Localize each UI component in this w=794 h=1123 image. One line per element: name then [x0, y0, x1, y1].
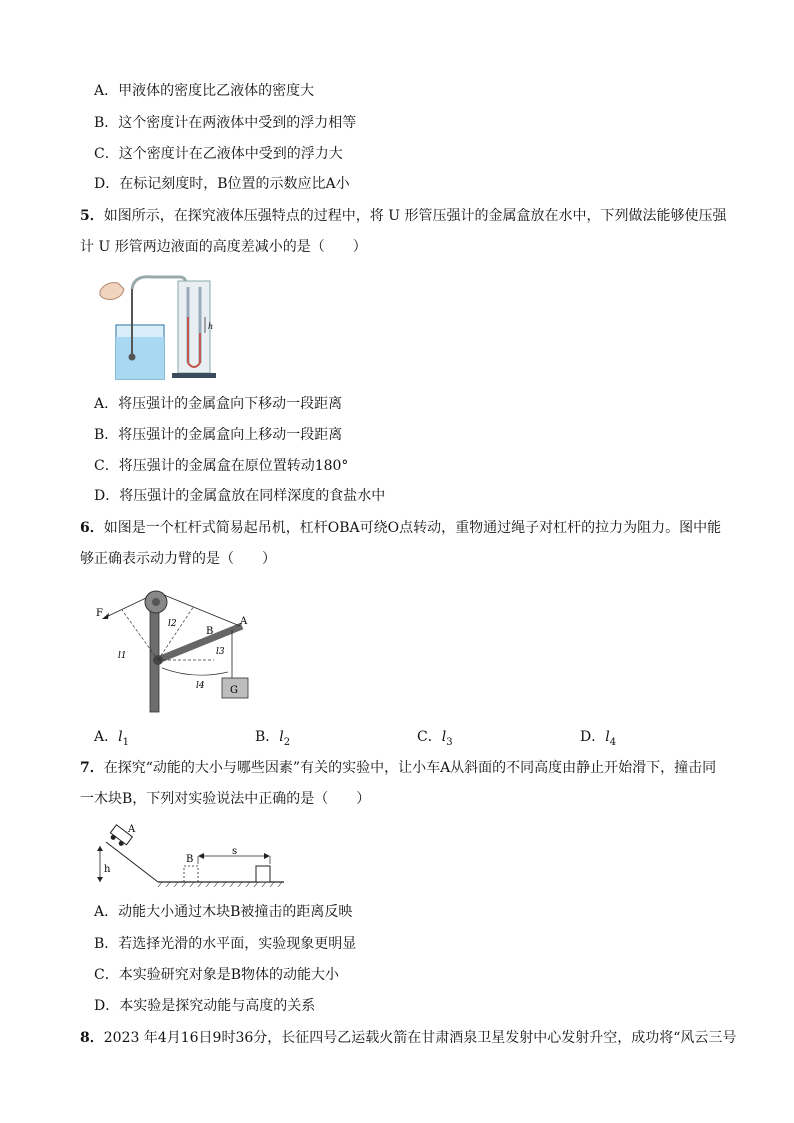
q6-option-a: A．$l_1$ [94, 729, 129, 748]
q5-stem-line2: 计 U 形管两边液面的高度差减小的是（ ） [80, 239, 367, 255]
a-label: A [128, 824, 136, 835]
h-label: h [104, 864, 111, 875]
stand-base [172, 373, 216, 378]
q5-stem-line1 [80, 206, 726, 226]
a-label: A [240, 616, 248, 627]
q7-stem-text: 在探究“动能的大小与哪些因素”有关的实验中，让小车A从斜面的不同高度由静止开始滑下，撞击同 [103, 760, 717, 776]
q7-stem-line2: 一木块B，下列对实验说法中正确的是（ ） [80, 791, 371, 807]
q6-stem-line2: 够正确表示动力臂的是（ ） [80, 551, 276, 567]
q8-stem-text: 2023 年4月16日9时36分，长征四号乙运载火箭在甘肃酒泉卫星发射中心发射升空，成功将“风云三号 [103, 1030, 737, 1046]
q7-option-b: B．若选择光滑的水平面，实验现象更明显 [94, 936, 357, 952]
q5-stem-text: 如图所示，在探究液体压强特点的过程中，将 U 形管压强计的金属盒放在水中，下列做法能够使压强 [103, 208, 727, 224]
q5-option-a: A．将压强计的金属盒向下移动一段距离 [94, 396, 343, 412]
q7-option-d: D．本实验是探究动能与高度的关系 [94, 998, 316, 1014]
hand [100, 283, 124, 300]
q7-kinetic-energy-figure [94, 818, 290, 890]
b-label: B [206, 626, 214, 637]
q8-stem-line1 [80, 1028, 736, 1048]
q7-stem-line1 [80, 758, 716, 778]
q6-option-c: C．$l_3$ [417, 729, 453, 748]
q6-option-b: B．$l_2$ [255, 729, 291, 748]
q6-lever-crane-figure [94, 582, 264, 714]
q6-stem-line1 [80, 518, 721, 538]
lever-arm [158, 626, 242, 660]
q5-option-d: D．将压强计的金属盒放在同样深度的食盐水中 [94, 488, 386, 504]
b-label: B [186, 854, 194, 865]
incline [106, 842, 158, 882]
q6-option-d: D．$l_4$ [580, 729, 617, 748]
g-label: G [230, 685, 238, 696]
q5-option-c: C．将压强计的金属盒在原位置转动180° [94, 458, 349, 474]
s-label: s [232, 846, 238, 857]
q6-number: 6． [80, 520, 104, 536]
block-b-start [184, 866, 198, 882]
q5-pressure-gauge-figure [92, 267, 222, 385]
l2-label: l2 [168, 619, 177, 629]
l4-label: l4 [196, 681, 205, 691]
q4-option-d: D．在标记刻度时，B位置的示数应比A小 [94, 176, 350, 192]
q4-option-b: B．这个密度计在两液体中受到的浮力相等 [94, 115, 357, 131]
f-label: F [96, 608, 103, 619]
h-label: h [208, 322, 214, 331]
q4-option-a: A．甲液体的密度比乙液体的密度大 [94, 83, 315, 99]
q5-number: 5． [80, 208, 104, 224]
q5-option-b: B．将压强计的金属盒向上移动一段距离 [94, 427, 343, 443]
q4-option-c: C．这个密度计在乙液体中受到的浮力大 [94, 146, 343, 162]
q7-option-c: C．本实验研究对象是B物体的动能大小 [94, 967, 339, 983]
block-b-end [256, 866, 270, 882]
l1-label: l1 [118, 651, 127, 661]
metal-box [129, 354, 136, 361]
q8-number: 8． [80, 1030, 104, 1046]
q7-number: 7． [80, 760, 104, 776]
beaker-water [116, 337, 164, 379]
q7-option-a: A．动能大小通过木块B被撞击的距离反映 [94, 904, 353, 920]
q6-stem-text: 如图是一个杠杆式简易起吊机，杠杆OBA可绕O点转动，重物通过绳子对杠杆的拉力为阻力。图中能 [103, 520, 722, 536]
l3-label: l3 [216, 647, 225, 657]
